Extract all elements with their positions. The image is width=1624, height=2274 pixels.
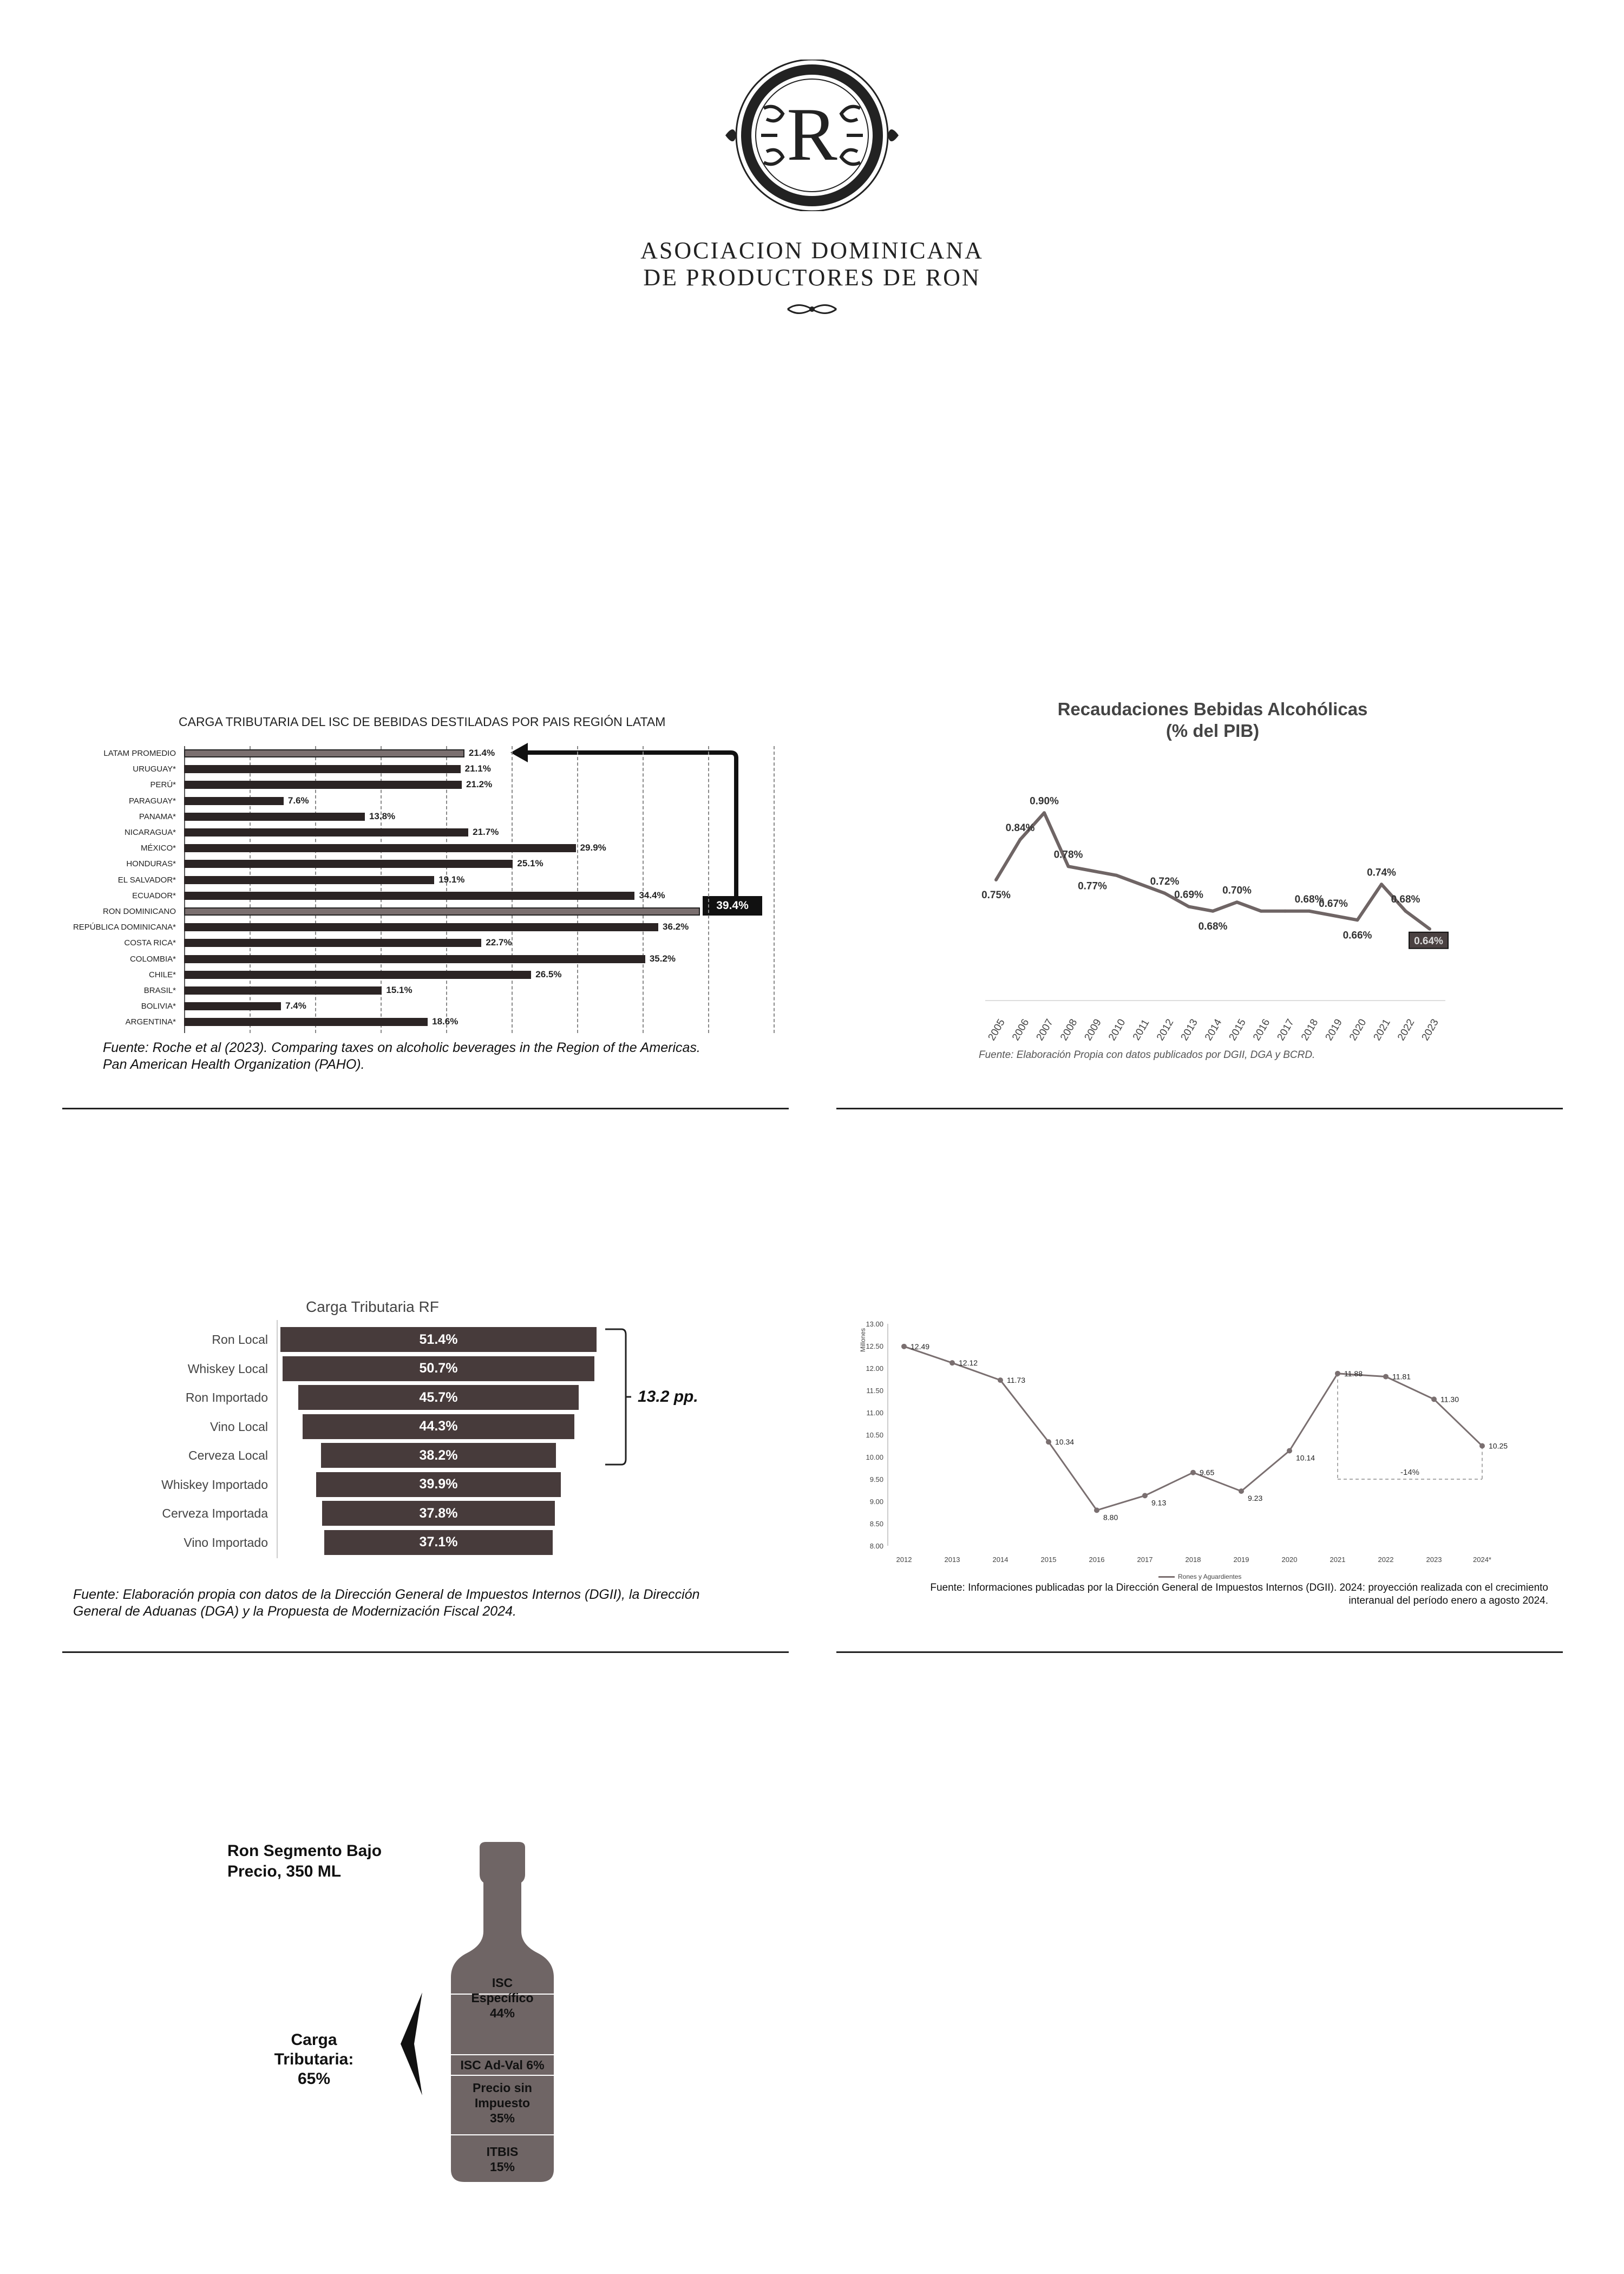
seg-isc-adval-label xyxy=(451,2057,554,2073)
rum-association-seal-icon xyxy=(723,60,901,211)
pib-point-label: 0.68% xyxy=(1391,893,1420,905)
pib-x-tick: 2021 xyxy=(1371,1017,1393,1043)
rf-bar: 51.4% xyxy=(280,1327,596,1352)
pib-point xyxy=(1139,883,1142,886)
rones-x-tick: 2018 xyxy=(1185,1556,1201,1564)
pib-point xyxy=(1212,910,1215,913)
seg-isc-especifico-line2: Específico xyxy=(471,1991,534,2005)
pib-point xyxy=(1308,910,1311,913)
latam-value-label: 22.7% xyxy=(486,937,512,948)
rones-line-chart xyxy=(850,1318,1537,1551)
seg-isc-especifico-line1: ISC xyxy=(492,1976,513,1990)
pib-x-tick: 2019 xyxy=(1323,1017,1345,1043)
rones-point xyxy=(949,1360,955,1365)
rf-category-label: Vino Local xyxy=(210,1419,268,1434)
latam-value-label: 25.1% xyxy=(517,858,543,869)
rones-y-tick: 13.00 xyxy=(866,1320,883,1328)
latam-value-label: 15.1% xyxy=(386,985,412,995)
pib-x-tick: 2009 xyxy=(1082,1017,1104,1043)
pib-point-label: 0.68% xyxy=(1198,920,1228,932)
pib-chart-title-line1: Recaudaciones Bebidas Alcohólicas xyxy=(1057,699,1368,719)
rones-point xyxy=(998,1377,1003,1383)
pib-point-label: 0.84% xyxy=(1005,822,1035,834)
rf-source-line2: General de Aduanas (DGA) y la Propuesta de Modernización Fiscal 2024. xyxy=(73,1604,516,1619)
rones-value-label: 12.12 xyxy=(959,1358,978,1368)
pib-point-label: 0.74% xyxy=(1367,867,1396,879)
pib-x-tick: 2014 xyxy=(1203,1017,1224,1043)
latam-chart-title: CARGA TRIBUTARIA DEL ISC DE BEBIDAS DESTILADAS POR PAIS REGIÓN LATAM xyxy=(179,715,666,729)
logo xyxy=(723,60,901,211)
seg-isc-adval-line1: ISC Ad-Val 6% xyxy=(460,2058,545,2072)
bottle-title xyxy=(227,1841,382,1882)
latam-category-label: URUGUAY* xyxy=(133,764,176,774)
seg-itbis-line1: ITBIS xyxy=(486,2145,519,2159)
brace-label-line3: 65% xyxy=(297,2070,331,2088)
rones-value-label: 10.34 xyxy=(1055,1437,1075,1447)
latam-value-label: 18.6% xyxy=(432,1016,459,1027)
logo-letter: R xyxy=(787,93,837,177)
latam-category-label: MÉXICO* xyxy=(140,844,176,853)
rones-y-label: Millones xyxy=(859,1328,867,1352)
rones-point xyxy=(1046,1439,1051,1445)
brace-label-line1: Carga xyxy=(291,2031,337,2049)
latam-bar xyxy=(184,892,634,900)
rones-point xyxy=(1335,1371,1340,1376)
latam-bar xyxy=(184,939,481,947)
latam-category-label: LATAM PROMEDIO xyxy=(103,749,176,758)
latam-value-label: 21.4% xyxy=(468,748,495,758)
rones-point xyxy=(1239,1488,1244,1494)
rones-x-tick: 2013 xyxy=(944,1556,960,1564)
latam-source-line1: Fuente: Roche et al (2023). Comparing taxes on alcoholic beverages in the Region of the Americas. xyxy=(103,1040,700,1055)
rones-value-label: 11.73 xyxy=(1007,1376,1025,1385)
rones-value-label: 9.23 xyxy=(1248,1494,1263,1503)
rones-x-tick: 2020 xyxy=(1281,1556,1298,1564)
divider-mid-left xyxy=(62,1651,789,1653)
pib-point xyxy=(1187,905,1190,909)
divider-top-right xyxy=(836,1108,1563,1109)
pib-x-tick: 2022 xyxy=(1396,1017,1417,1043)
latam-value-label: 7.6% xyxy=(287,795,309,806)
latam-category-label: CHILE* xyxy=(148,970,176,979)
rones-point xyxy=(901,1344,907,1349)
rf-axis-line xyxy=(277,1320,278,1558)
pib-point xyxy=(1404,910,1407,913)
pib-x-tick: 2008 xyxy=(1058,1017,1080,1043)
bottle-title-line1: Ron Segmento Bajo xyxy=(227,1842,382,1860)
seg-precio-line3: 35% xyxy=(489,2111,515,2125)
latam-category-label: RON DOMINICANO xyxy=(103,907,176,916)
rones-annotation: -14% xyxy=(1400,1468,1420,1477)
rones-legend-label: Rones y Aguardientes xyxy=(1178,1573,1242,1580)
rf-bracket xyxy=(600,1327,632,1467)
rf-bar: 45.7% xyxy=(298,1385,579,1410)
rones-value-label: 8.80 xyxy=(1103,1513,1118,1522)
seg-isc-especifico-label xyxy=(451,1975,554,2021)
latam-gridline xyxy=(577,746,578,1033)
latam-source-line2: Pan American Health Organization (PAHO). xyxy=(103,1057,365,1072)
pib-point xyxy=(1356,918,1359,922)
pib-point xyxy=(1332,914,1335,917)
latam-callout-box xyxy=(703,896,762,916)
latam-category-label: PANAMA* xyxy=(139,812,176,821)
rf-chart-title: Carga Tributaria RF xyxy=(306,1298,439,1315)
divider-mid-right xyxy=(836,1651,1563,1653)
latam-gridline xyxy=(708,746,709,1033)
latam-category-label: EL SALVADOR* xyxy=(117,875,176,885)
brace-icon xyxy=(398,1992,425,2095)
rones-legend-swatch xyxy=(1158,1576,1175,1578)
rf-bar: 37.1% xyxy=(324,1530,552,1555)
latam-category-label: COLOMBIA* xyxy=(129,954,176,964)
latam-category-label: REPÚBLICA DOMINICANA* xyxy=(73,923,176,932)
pib-point xyxy=(1260,910,1263,913)
brace-label-line2: Tributaria: xyxy=(274,2050,354,2068)
latam-category-label: BRASIL* xyxy=(143,986,176,995)
latam-category-label: PERÚ* xyxy=(150,780,176,790)
rones-y-tick: 11.50 xyxy=(866,1387,883,1395)
pib-point-label: 0.69% xyxy=(1174,889,1203,901)
pib-point xyxy=(1067,865,1070,868)
pib-x-tick: 2013 xyxy=(1178,1017,1200,1043)
rones-point xyxy=(1431,1396,1437,1402)
rones-source-line2: interanual del período enero a agosto 2024. xyxy=(1348,1595,1548,1606)
pib-point-label: 0.68% xyxy=(1294,893,1324,905)
rones-x-tick: 2022 xyxy=(1378,1556,1394,1564)
rf-category-label: Ron Local xyxy=(212,1332,268,1347)
rones-y-tick: 10.50 xyxy=(866,1431,883,1439)
pib-point xyxy=(1235,900,1239,904)
latam-bar xyxy=(184,907,700,916)
rones-y-tick: 10.00 xyxy=(866,1453,883,1461)
latam-bar xyxy=(184,986,382,995)
latam-callout-label: 39.4% xyxy=(716,899,749,912)
latam-value-label: 21.7% xyxy=(473,827,499,837)
rones-y-tick: 9.00 xyxy=(869,1498,883,1506)
rones-series-line xyxy=(904,1347,1482,1511)
pib-point xyxy=(1380,883,1383,886)
latam-category-label: BOLIVIA* xyxy=(141,1002,176,1011)
pib-point xyxy=(1091,870,1094,873)
pib-chart-subtitle: (% del PIB) xyxy=(1165,721,1260,741)
rones-x-tick: 2016 xyxy=(1089,1556,1105,1564)
latam-value-label: 21.2% xyxy=(466,779,493,790)
latam-category-label: COSTA RICA* xyxy=(124,938,176,948)
latam-bar xyxy=(184,1018,428,1026)
rf-bar: 39.9% xyxy=(316,1472,561,1497)
pib-point-label: 0.75% xyxy=(981,890,1011,901)
rones-point xyxy=(1142,1493,1148,1498)
pib-point-label: 0.90% xyxy=(1030,795,1059,807)
divider-top-left xyxy=(62,1108,789,1109)
bottle-neck xyxy=(451,1842,554,1994)
ornament-icon xyxy=(785,301,839,317)
latam-value-label: 35.2% xyxy=(649,953,676,964)
rf-category-label: Ron Importado xyxy=(185,1390,268,1404)
pib-point-label: 0.66% xyxy=(1343,930,1372,942)
rf-bar: 50.7% xyxy=(283,1356,594,1381)
rf-category-label: Cerveza Importada xyxy=(162,1506,268,1520)
rf-annotation: 13.2 pp. xyxy=(638,1388,698,1406)
latam-bar xyxy=(184,749,464,757)
pib-point xyxy=(1163,892,1167,895)
seg-precio-line1: Precio sin xyxy=(473,2081,532,2095)
rones-point xyxy=(1479,1443,1485,1449)
pib-point-label: 0.77% xyxy=(1078,880,1107,892)
latam-gridline xyxy=(446,746,447,1033)
pib-point xyxy=(1019,838,1022,841)
rf-source-line1: Fuente: Elaboración propia con datos de la Dirección General de Impuestos Internos (DGII), la Dirección xyxy=(73,1587,700,1602)
rones-legend xyxy=(1158,1573,1241,1580)
latam-gridline xyxy=(512,746,513,1033)
pib-point xyxy=(1043,811,1046,814)
rones-point xyxy=(1094,1507,1099,1513)
latam-bar xyxy=(184,797,284,805)
rones-x-tick: 2015 xyxy=(1040,1556,1057,1564)
rones-x-tick: 2012 xyxy=(896,1556,912,1564)
rones-y-tick: 11.00 xyxy=(866,1409,883,1417)
rones-x-tick: 2021 xyxy=(1330,1556,1346,1564)
pib-point-label: 0.70% xyxy=(1222,885,1252,897)
latam-category-label: ARGENTINA* xyxy=(125,1017,176,1027)
pib-x-tick: 2007 xyxy=(1034,1017,1056,1043)
pib-line-chart xyxy=(969,758,1456,1061)
rones-value-label: 12.49 xyxy=(911,1342,930,1351)
latam-bar xyxy=(184,876,434,884)
latam-value-label: 21.1% xyxy=(464,763,491,774)
rones-value-label: 10.25 xyxy=(1489,1441,1508,1450)
rones-value-label: 9.65 xyxy=(1200,1468,1215,1477)
pib-point-label: 0.67% xyxy=(1319,898,1348,910)
rones-point xyxy=(1287,1448,1292,1454)
latam-bar xyxy=(184,955,645,963)
pib-x-tick: 2020 xyxy=(1347,1017,1369,1043)
latam-category-label: PARAGUAY* xyxy=(129,796,176,806)
seg-precio-label xyxy=(451,2080,554,2126)
latam-value-label: 7.4% xyxy=(285,1001,306,1011)
latam-value-label: 34.4% xyxy=(639,890,665,900)
pib-point xyxy=(1428,927,1431,931)
seg-itbis-line2: 15% xyxy=(489,2160,515,2174)
seg-precio-line2: Impuesto xyxy=(474,2096,531,2110)
latam-bar xyxy=(184,781,462,789)
pib-point xyxy=(1284,910,1287,913)
rones-x-tick: 2019 xyxy=(1233,1556,1249,1564)
rones-x-tick: 2023 xyxy=(1426,1556,1442,1564)
rf-category-label: Cerveza Local xyxy=(188,1448,268,1462)
latam-value-label: 26.5% xyxy=(535,969,562,979)
latam-category-label: NICARAGUA* xyxy=(124,828,176,837)
pib-x-tick: 2012 xyxy=(1155,1017,1176,1043)
latam-bar xyxy=(184,813,365,821)
latam-value-label: 19.1% xyxy=(438,874,465,885)
latam-bar xyxy=(184,923,658,931)
seg-itbis-label xyxy=(451,2144,554,2174)
pib-point-label: 0.64% xyxy=(1414,935,1443,947)
pib-chart-title xyxy=(1001,698,1424,742)
pib-x-tick: 2023 xyxy=(1419,1017,1441,1043)
rones-x-tick: 2024* xyxy=(1473,1556,1491,1564)
pib-x-tick: 2010 xyxy=(1106,1017,1128,1043)
latam-bar xyxy=(184,765,461,773)
rones-value-label: 11.88 xyxy=(1344,1369,1363,1378)
rf-bar: 37.8% xyxy=(322,1501,554,1526)
pib-x-tick: 2016 xyxy=(1251,1017,1273,1043)
pib-x-tick: 2005 xyxy=(986,1017,1007,1043)
rf-category-label: Vino Importado xyxy=(184,1535,268,1550)
latam-value-label: 29.9% xyxy=(580,842,606,853)
pib-point-label: 0.72% xyxy=(1150,875,1180,887)
latam-bar xyxy=(184,860,513,868)
pib-point xyxy=(1115,874,1118,877)
rones-y-tick: 8.00 xyxy=(869,1542,883,1550)
latam-bar xyxy=(184,971,531,979)
rones-x-tick: 2017 xyxy=(1137,1556,1153,1564)
org-name-line2: DE PRODUCTORES DE RON xyxy=(643,264,981,291)
rones-y-tick: 8.50 xyxy=(869,1520,883,1528)
pib-x-tick: 2017 xyxy=(1275,1017,1296,1043)
latam-value-label: 13.8% xyxy=(369,811,396,821)
rones-point xyxy=(1383,1374,1389,1380)
rones-y-tick: 9.50 xyxy=(869,1475,883,1484)
rf-category-label: Whiskey Importado xyxy=(161,1477,268,1492)
pib-x-tick: 2011 xyxy=(1130,1017,1152,1043)
bottle-title-line2: Precio, 350 ML xyxy=(227,1863,342,1880)
rones-value-label: 9.13 xyxy=(1151,1498,1167,1507)
rones-x-tick: 2014 xyxy=(992,1556,1009,1564)
latam-category-label: HONDURAS* xyxy=(126,859,176,869)
rf-bar: 38.2% xyxy=(321,1443,556,1468)
pib-point xyxy=(994,878,998,881)
rones-value-label: 10.14 xyxy=(1296,1453,1315,1462)
rf-category-label: Whiskey Local xyxy=(187,1361,268,1376)
latam-category-label: ECUADOR* xyxy=(132,891,176,900)
rones-point xyxy=(1190,1470,1196,1475)
pib-point-label: 0.78% xyxy=(1053,849,1083,861)
pib-x-tick: 2015 xyxy=(1227,1017,1248,1043)
pib-x-tick: 2006 xyxy=(1010,1017,1032,1043)
rf-bar: 44.3% xyxy=(303,1414,575,1439)
pib-chart-source: Fuente: Elaboración Propia con datos publicados por DGII, DGA y BCRD. xyxy=(979,1049,1315,1061)
brace-label xyxy=(260,2030,368,2089)
latam-gridline xyxy=(774,746,775,1033)
latam-bar xyxy=(184,844,576,852)
latam-value-label: 36.2% xyxy=(663,922,689,932)
rones-y-tick: 12.00 xyxy=(866,1364,883,1373)
rones-y-tick: 12.50 xyxy=(866,1342,883,1350)
seg-isc-especifico-line3: 44% xyxy=(489,2006,515,2020)
pib-x-tick: 2018 xyxy=(1299,1017,1321,1043)
rones-source-line1: Fuente: Informaciones publicadas por la Dirección General de Impuestos Internos (DGII). 2024: proyección realizada con el crecimiento xyxy=(930,1582,1548,1593)
rones-value-label: 11.30 xyxy=(1440,1395,1459,1404)
latam-bar xyxy=(184,828,468,837)
latam-bar xyxy=(184,1002,281,1010)
org-name-line1: ASOCIACION DOMINICANA xyxy=(640,237,984,264)
rones-value-label: 11.81 xyxy=(1392,1372,1411,1381)
